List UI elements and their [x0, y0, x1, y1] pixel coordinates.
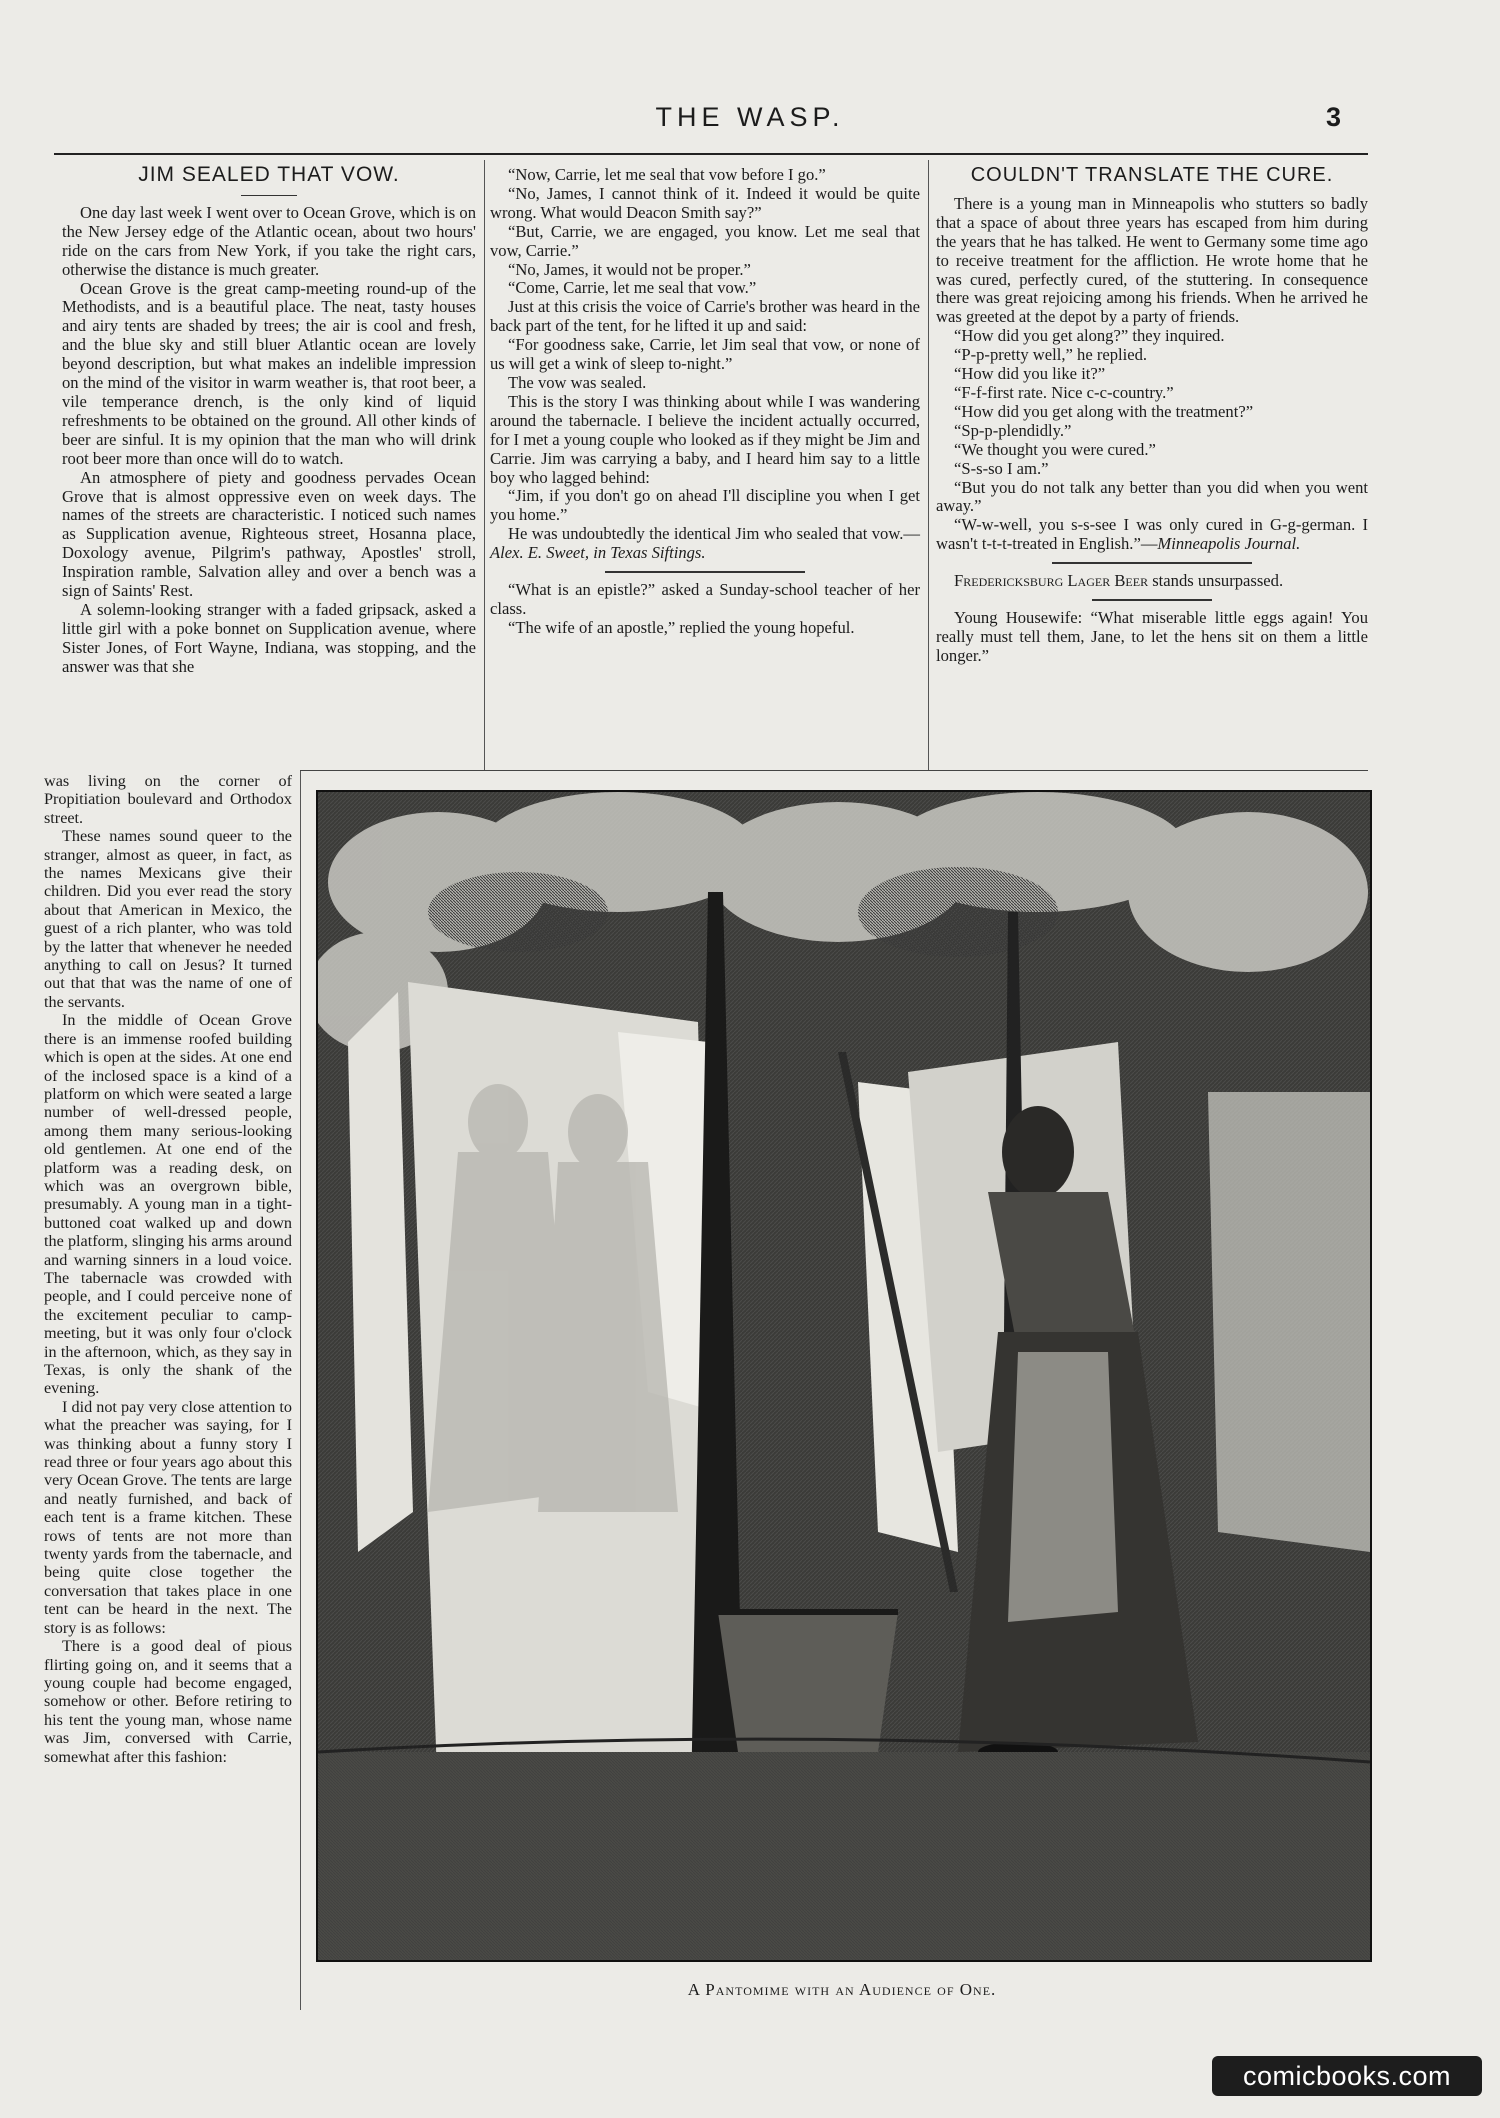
dialogue-line: “F-f-first rate. Nice c-c-country.”	[954, 382, 1174, 402]
column-divider-left	[484, 160, 485, 770]
dialogue-line: “But you do not talk any better than you did when you went away.”	[936, 477, 1368, 516]
section-rule	[1052, 562, 1252, 564]
paragraph: There is a young man in Minneapolis who stutters so badly that a space of about three years has escaped from him during the years that he has talked. He went to Germany some time ago to receive treatment for the affliction. He wrote home that he was cured, perfectly cured, of the stuttering. In consequence there was great rejoicing among his friends. When he arrived he was greeted at the depot by a party of friends.	[936, 193, 1368, 327]
lager-brand: Fredericksburg Lager Beer	[954, 571, 1149, 591]
dialogue-line: “Sp-p-plendidly.”	[954, 420, 1072, 440]
dialogue-line: “S-s-so I am.”	[954, 458, 1049, 478]
engraving-drawing	[318, 792, 1370, 1960]
article-jim-column-2	[490, 166, 920, 638]
dialogue-line: “P-p-pretty well,” he replied.	[954, 345, 1148, 365]
epistle-joke: “What is an epistle?” asked a Sunday-school teacher of her class.	[490, 580, 920, 618]
source-watermark: comicbooks.com	[1212, 2056, 1482, 2096]
paragraph: This is the story I was thinking about while I was wandering around the tabernacle. I believe the incident actually occurred, for I met a young couple who looked as if they might be Jim and Carrie. Jim was carrying a baby, and I heard him say to a little boy who lagged behind:	[490, 391, 920, 487]
lager-text: stands unsurpassed.	[1148, 571, 1284, 591]
column-divider-narrow	[300, 770, 301, 2010]
article-jim-title: JIM SEALED THAT VOW.	[138, 163, 400, 186]
engraving-illustration	[316, 790, 1372, 1962]
dialogue-line: “We thought you were cured.”	[954, 439, 1156, 459]
article-cure-title: COULDN'T TRANSLATE THE CURE.	[970, 164, 1334, 186]
illustration-top-rule	[300, 770, 1368, 771]
illustration-caption: A Pantomime with an Audience of One.	[687, 1980, 997, 1999]
paragraph: An atmosphere of piety and goodness pervades Ocean Grove that is almost oppressive even on week days. The names of the streets are characteristic. I noticed such names as Supplication avenue, Righteous street, Hosanna place, Doxology avenue, Pilgrim's pathway, Apostles' stroll, Inspiration ramble, Salvation alley and over a bench was a sign of Saints' Rest.	[62, 467, 476, 601]
dialogue-line: “Come, Carrie, let me seal that vow.”	[508, 278, 757, 298]
paragraph: I did not pay very close attention to what the preacher was saying, for I was thinking about a funny story I read three or four years ago about this very Ocean Grove. The tents are large and neatly furnished, and back of each tent is a frame kitchen. These rows of tents are not more than twenty yards from the tabernacle, and being quite close together the conversation that takes place in one tent can be heard in the next. The story is as follows:	[44, 1397, 292, 1637]
dialogue-line: “How did you get along?” they inquired.	[954, 326, 1225, 346]
dialogue-line: “Jim, if you don't go on ahead I'll discipline you when I get you home.”	[490, 486, 920, 525]
byline: Minneapolis Journal.	[1157, 534, 1301, 554]
housewife-joke: Young Housewife: “What miserable little eggs again! You really must tell them, Jane, to let the hens sit on them a little longer.”	[936, 608, 1368, 665]
paragraph: In the middle of Ocean Grove there is an immense roofed building which is open at the sides. At one end of the inclosed space is a kind of a platform on which were seated a large number of well-dressed people, among them many serious-looking old gentlemen. At one end of the platform was a reading desk, on which was an overgrown bible, presumably. A young man in a tight-buttoned coat walked up and down the platform, slinging his arms around and warning sinners in a loud voice. The tabernacle was crowded with people, and I could perceive none of the excitement peculiar to camp-meeting, but it was only four o'clock in the afternoon, which, as they say in Texas, is only the shank of the evening.	[44, 1011, 292, 1398]
paragraph: One day last week I went over to Ocean Grove, which is on the New Jersey edge of the Atlantic ocean, about two hours' ride on the cars from New York, if you take the right cars, otherwise the distance is much greater.	[62, 202, 476, 279]
dialogue-line: “Now, Carrie, let me seal that vow before I go.”	[508, 165, 826, 184]
paragraph: These names sound queer to the stranger, almost as queer, in fact, as the names Mexicans give their children. Did you ever read the story about that American in Mexico, the guest of a rich planter, who was told by the latter that whenever he needed anything to call on Jesus? It turned out that that was the name of one of the servants.	[44, 827, 292, 1011]
paragraph: was living on the corner of Propitiation boulevard and Orthodox street.	[44, 772, 292, 827]
page-number: 3	[1326, 102, 1342, 132]
column-divider-right	[928, 160, 929, 770]
article-jim-column-1	[62, 163, 476, 677]
laundry-basket	[718, 1612, 898, 1752]
section-rule	[605, 571, 805, 573]
article-jim-narrow-column	[44, 772, 292, 1766]
dialogue-line: “How did you like it?”	[954, 364, 1106, 384]
title-rule	[241, 195, 297, 196]
paragraph	[490, 525, 920, 563]
masthead-title: THE WASP.	[655, 102, 845, 132]
byline: Alex. E. Sweet, in Texas Siftings.	[490, 543, 706, 563]
epistle-joke: “The wife of an apostle,” replied the young hopeful.	[508, 617, 855, 637]
paragraph: There is a good deal of pious flirting going on, and it seems that a young couple had become engaged, somehow or other. Before retiring to his tent the young man, whose name was Jim, conversed with Carrie, somewhat after this fashion:	[44, 1637, 292, 1766]
closing-sentence: “W-w-well, you s-s-see I was only cured in G-g-german. I wasn't t-t-t-treated in English.”—	[936, 515, 1368, 554]
closing-sentence: He was undoubtedly the identical Jim who sealed that vow.—	[508, 524, 920, 544]
paragraph: A solemn-looking stranger with a faded gripsack, asked a little girl with a poke bonnet on Supplication avenue, where Sister Jones, of Fort Wayne, Indiana, was stopping, and the answer was that she	[62, 599, 476, 676]
paragraph: The vow was sealed.	[508, 372, 647, 392]
dialogue-line: “For goodness sake, Carrie, let Jim seal that vow, or none of us will get a wink of sleep to-night.”	[490, 335, 920, 374]
dialogue-line: “How did you get along with the treatment?”	[954, 401, 1254, 421]
dialogue-line: “No, James, I cannot think of it. Indeed it would be quite wrong. What would Deacon Smith say?”	[490, 183, 920, 222]
masthead-rule	[54, 153, 1368, 155]
paragraph	[936, 516, 1368, 554]
section-rule	[1092, 599, 1212, 601]
dialogue-line: “No, James, it would not be proper.”	[508, 259, 751, 279]
lager-ad	[936, 572, 1368, 591]
paragraph: Ocean Grove is the great camp-meeting round-up of the Methodists, and is a beautiful place. The neat, tasty houses and airy tents are shaded by trees; the air is cool and fresh, and the blue sky and still bluer Atlantic ocean are lovely beyond description, but what makes an indelible impression on the mind of the visitor in warm weather is, that root beer, a vile temperance drench, is the only kind of liquid refreshments to be obtained on the ground. All other kinds of beer are sinful. It is my opinion that the man who will drink root beer more than once will do to watch.	[62, 278, 476, 468]
article-cure-column	[936, 166, 1368, 666]
paragraph: Just at this crisis the voice of Carrie's brother was heard in the back part of the tent, for he lifted it up and said:	[490, 297, 920, 336]
dialogue-line: “But, Carrie, we are engaged, you know. Let me seal that vow, Carrie.”	[490, 221, 920, 260]
